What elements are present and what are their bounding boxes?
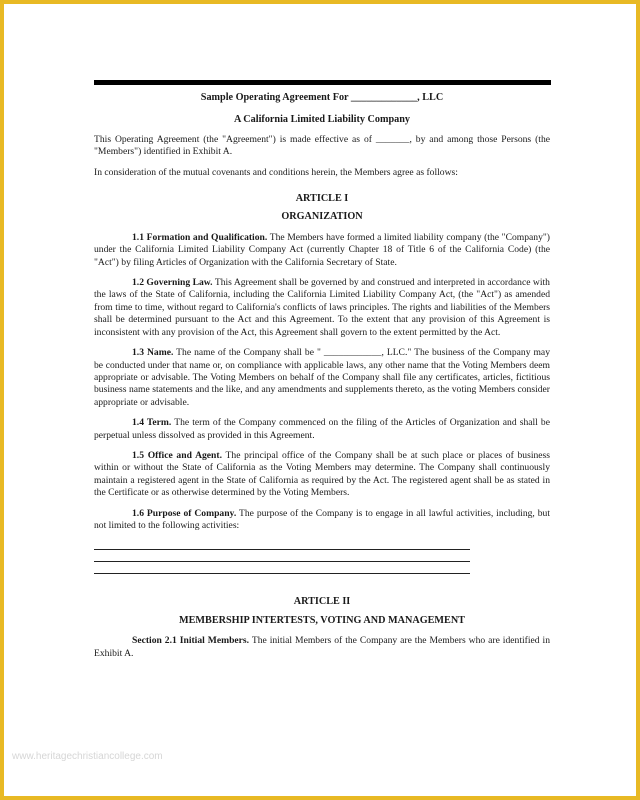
- document-subtitle: A California Limited Liability Company: [233, 114, 411, 126]
- section-1-3-text: The name of the Company shall be " ____________, LLC." The business of the Company may be conducted under that name or, on compliance with applicable laws, any other name that the Voting Members deem appropriate or advisable. The Voting Members on behalf of the Company shall file any certificates, articles, fictitious business name statements and the like, and any amendments and supplements thereto, as the voting Members consider appropriate or advisable.: [94, 347, 550, 408]
- activities-blank-lines: [94, 538, 550, 574]
- section-1-1: [94, 232, 550, 269]
- section-1-6-head: 1.6 Purpose of Company.: [132, 507, 237, 519]
- article-2-title: MEMBERSHIP INTERTESTS, VOTING AND MANAGEMENT: [179, 614, 465, 626]
- section-1-4-head: 1.4 Term.: [132, 417, 172, 429]
- section-1-1-head: 1.1 Formation and Qualification.: [132, 231, 268, 243]
- section-1-2-text: This Agreement shall be governed by and construed and interpreted in accordance with the laws of the State of California, including the California Limited Liability Company Act, (the "Act") as amended from time to time, without regard to California's conflicts of laws principles. The rights and liabilities of the Members shall be determined pursuant to the Act and this Agreement. To the extent that any provision of this Agreement is inconsistent with any provision of the Act, this Agreement shall govern to the extent permitted by the Act.: [94, 277, 550, 338]
- document-title: Sample Operating Agreement For _____________, LLC: [200, 92, 444, 103]
- blank-line: [94, 550, 470, 562]
- blank-line: [94, 538, 470, 550]
- section-1-3: [94, 347, 550, 409]
- watermark-text: www.heritagechristiancollege.com: [12, 751, 163, 762]
- section-1-6: [94, 508, 550, 533]
- section-1-5: [94, 450, 550, 500]
- section-1-5-head: 1.5 Office and Agent.: [132, 449, 222, 461]
- document-body: [94, 92, 550, 668]
- section-1-2-head: 1.2 Governing Law.: [132, 277, 213, 289]
- section-1-6-text: The purpose of the Company is to engage in all lawful activities, including, but not limited to the following activities:: [94, 507, 551, 531]
- blank-line: [94, 562, 470, 574]
- section-1-2: [94, 277, 550, 339]
- article-2-heading: ARTICLE II: [293, 596, 351, 608]
- section-1-1-text: The Members have formed a limited liability company (the "Company") under the California Limited Liability Company Act (currently Chapter 18 of Title 6 of the California Code) (the "Act") by filing Articles of Organization with the California Secretary of State.: [94, 231, 550, 268]
- top-rule: [94, 80, 551, 85]
- section-1-4: [94, 417, 550, 442]
- section-1-3-head: 1.3 Name.: [132, 347, 174, 359]
- consideration-paragraph: In consideration of the mutual covenants and conditions herein, the Members agree as follows:: [94, 166, 458, 178]
- intro-paragraph: This Operating Agreement (the "Agreement") is made effective as of _______, by and among those Persons (the "Members") identified in Exhibit A.: [94, 133, 550, 158]
- document-page: [4, 4, 636, 796]
- section-2-1-head: Section 2.1 Initial Members.: [132, 635, 250, 647]
- section-1-5-text: The principal office of the Company shall be at such place or places of business within or without the State of California as the Voting Members may determine. The Company shall continuously maintain a registered agent in the State of California as required by the Act. The registered agent shall be as stated in the Certificate or as otherwise determined by the Voting Members.: [94, 449, 551, 499]
- section-1-4-text: The term of the Company commenced on the filing of the Articles of Organization and shall be perpetual unless dissolved as provided in this Agreement.: [94, 417, 550, 441]
- article-1-heading: ARTICLE I: [295, 193, 349, 205]
- section-2-1: [94, 635, 550, 660]
- section-2-1-text: The initial Members of the Company are the Members who are identified in Exhibit A.: [94, 635, 550, 659]
- article-1-title: ORGANIZATION: [281, 211, 363, 223]
